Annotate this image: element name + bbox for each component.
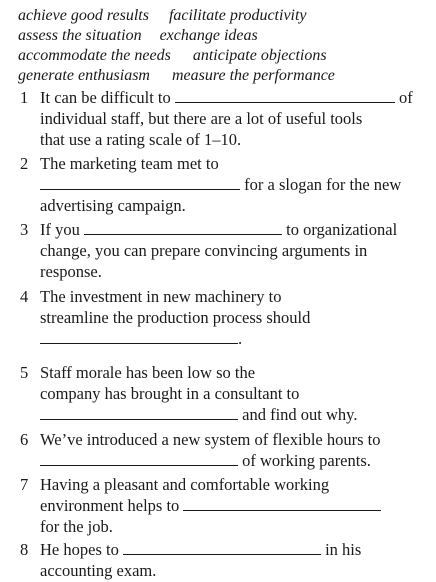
item-text: accounting exam.: [40, 561, 157, 580]
word-option: measure the performance: [171, 67, 335, 84]
answer-blank[interactable]: [84, 220, 282, 235]
item-line: [40, 109, 362, 130]
item-line: [40, 517, 113, 538]
item-text: environment helps to: [40, 496, 180, 515]
item-line: [40, 475, 329, 496]
item-text: in his: [325, 540, 362, 559]
item-text: Staff morale has been low so the: [40, 363, 256, 382]
item-text: The marketing team met to: [40, 154, 219, 173]
item-line: [40, 196, 186, 217]
item-number: 8: [20, 540, 29, 559]
item-line: [40, 430, 381, 451]
item-line: [40, 130, 241, 151]
item-number: 5: [20, 363, 29, 382]
item-text: for the job.: [40, 517, 113, 536]
answer-blank[interactable]: [40, 451, 238, 466]
word-row: [18, 66, 428, 86]
item-text: We’ve introduced a new system of flexible hours to: [40, 430, 381, 449]
item-text: The investment in new machinery to: [40, 287, 282, 306]
item-text: change, you can prepare convincing arguments in: [40, 241, 368, 260]
word-option: facilitate productivity: [168, 7, 307, 24]
answer-blank[interactable]: [40, 175, 240, 190]
item-line: [40, 384, 299, 405]
item-number: 2: [20, 154, 29, 173]
item-text: If you: [40, 220, 80, 239]
word-row: [18, 26, 428, 46]
item-text: response.: [40, 262, 102, 281]
answer-blank[interactable]: [40, 329, 238, 344]
word-box: [18, 6, 428, 86]
item-text: He hopes to: [40, 540, 119, 559]
item-line: [40, 329, 242, 350]
item-line: [40, 451, 371, 472]
item-text: of working parents.: [242, 451, 371, 470]
item-text: individual staff, but there are a lot of useful tools: [40, 109, 363, 128]
answer-blank[interactable]: [40, 405, 238, 420]
item-line: [40, 308, 310, 329]
item-line: [40, 220, 397, 241]
answer-blank[interactable]: [175, 88, 395, 103]
answer-blank[interactable]: [183, 496, 381, 511]
item-text: company has brought in a consultant to: [40, 384, 300, 403]
item-text: streamline the production process should: [40, 308, 311, 327]
item-text: and find out why.: [242, 405, 358, 424]
item-line: [40, 363, 255, 384]
word-option: assess the situation: [18, 27, 142, 44]
item-line: [40, 262, 102, 283]
item-text: It can be difficult to: [40, 88, 171, 107]
item-text: to organizational: [286, 220, 398, 239]
word-option: exchange ideas: [159, 27, 258, 44]
item-line: [40, 154, 219, 175]
item-line: [40, 287, 281, 308]
word-option: generate enthusiasm: [18, 67, 150, 84]
item-line: [40, 241, 367, 262]
item-text: for a slogan for the new: [244, 175, 402, 194]
answer-blank[interactable]: [123, 540, 321, 555]
item-line: [40, 496, 381, 517]
word-option: anticipate objections: [192, 47, 327, 64]
item-line: [40, 540, 361, 561]
item-line: [40, 561, 156, 582]
word-option: achieve good results: [18, 7, 149, 24]
item-text: .: [238, 329, 243, 348]
word-row: [18, 46, 428, 66]
item-number: 6: [20, 430, 29, 449]
item-line: [40, 175, 401, 196]
item-number: 3: [20, 220, 29, 239]
item-text: of: [399, 88, 413, 107]
item-line: [40, 88, 413, 109]
item-line: [40, 405, 357, 426]
item-number: 7: [20, 475, 29, 494]
item-text: that use a rating scale of 1–10.: [40, 130, 242, 149]
word-row: [18, 6, 428, 26]
word-option: accommodate the needs: [18, 47, 171, 64]
item-text: Having a pleasant and comfortable working: [40, 475, 330, 494]
item-number: 1: [20, 88, 29, 107]
item-text: advertising campaign.: [40, 196, 186, 215]
item-number: 4: [20, 287, 29, 306]
